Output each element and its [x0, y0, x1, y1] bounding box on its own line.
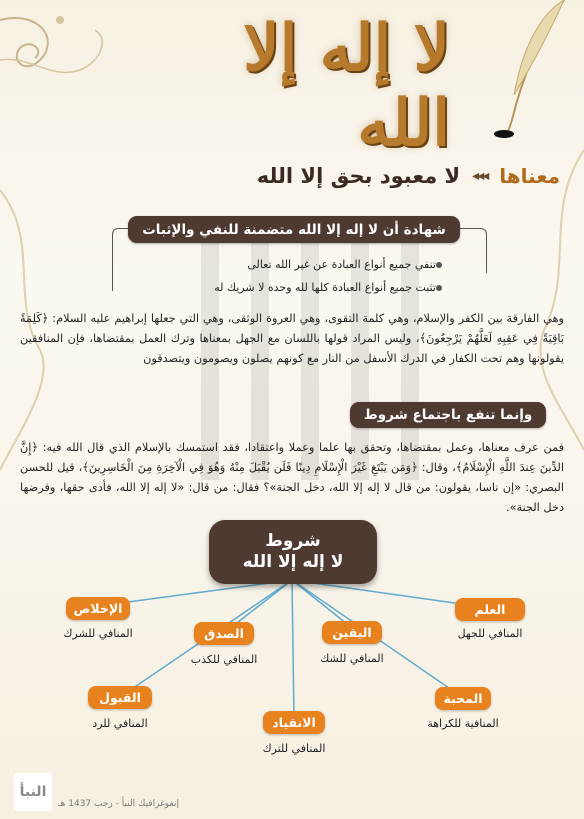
- condition-knowledge-sub: المنافي للجهل: [457, 627, 523, 640]
- condition-truthfulness-sub: المنافي للكذب: [190, 653, 258, 666]
- condition-acceptance: القبول: [88, 686, 152, 709]
- condition-certainty: اليقين: [322, 621, 382, 644]
- conditions-hub: [209, 520, 377, 584]
- paragraph-2: فمن عرف معناها، وعمل بمقتضاها، وتحقق بها علما وعملا واعتقادا، فقد استمسك بالإسلام الذي قال الله فيه: ﴿إِنَّ الدِّينَ عِندَ اللَّهِ الْإِسْلَامُ﴾، وقال: ﴿وَمَن يَبْتَغِ غَيْرَ الْإِسْلَامِ دِينًا فَلَن يُقْبَلَ مِنْهُ وَهُوَ فِي الْآخِرَةِ مِنَ الْخَاسِرِينَ﴾، قيل للحسن البصري: «إن ناسا، يقولون: من قال لا إله إلا الله، دخل الجنة»؟ فقال: من قال: «لا إله إلا الله، فأدى حقها، وفرضها دخل الجنة».: [20, 441, 564, 514]
- hub-line-1: شروط: [265, 531, 321, 551]
- arrows-icon: ◂◂◂: [472, 168, 488, 184]
- header-calligraphy: لا إله إلا الله: [243, 10, 450, 161]
- condition-sincerity: الإخلاص: [66, 597, 130, 620]
- testimony-pill: شهادة أن لا إله إلا الله متضمنة للنفي والإثبات: [128, 216, 460, 243]
- naba-logo: النبأ: [14, 773, 52, 811]
- condition-submission-sub: المنافي للترك: [262, 742, 326, 755]
- hub-line-2: لا إله إلا الله: [242, 552, 344, 572]
- footer-caption: إنفوغرافيك النبأ - رجب 1437 هـ: [58, 799, 179, 809]
- meaning-key: معناها: [499, 164, 560, 188]
- condition-truthfulness: الصدق: [194, 622, 254, 645]
- condition-acceptance-sub: المنافي للرد: [92, 717, 148, 730]
- condition-knowledge: العلم: [455, 598, 525, 621]
- condition-certainty-sub: المنافي للشك: [320, 652, 384, 665]
- condition-love: المحبة: [435, 687, 491, 710]
- paragraph-1: وهي الفارقة بين الكفر والإسلام، وهي كلمة التقوى، وهي العروة الوثقى، وهي التي جعلها إبراهيم عليه السلام: ﴿كَلِمَةً بَاقِيَةً فِي عَقِبِهِ لَعَلَّهُمْ يَرْجِعُونَ﴾، وليس المراد قولها باللسان مع الجهل بمعناها وترك العمل بمقتضاها، فإن المنافقين يقولونها وهم تحت الكفار في الدرك الأسفل من النار مع كونهم يصلون ويصومون ويتصدقون: [20, 312, 564, 365]
- negation-line: تنفي جميع أنواع العبادة عن غير الله تعالى: [247, 258, 436, 271]
- meaning-value: لا معبود بحق إلا الله: [256, 164, 461, 188]
- condition-submission: الانقياد: [263, 711, 325, 734]
- condition-sincerity-sub: المنافي للشرك: [63, 627, 133, 640]
- benefit-pill: وإنما تنفع باجتماع شروط: [350, 402, 546, 428]
- affirmation-line: تثبت جميع أنواع العبادة كلها لله وحده لا شريك له: [214, 281, 436, 294]
- condition-love-sub: المنافية للكراهة: [427, 717, 499, 730]
